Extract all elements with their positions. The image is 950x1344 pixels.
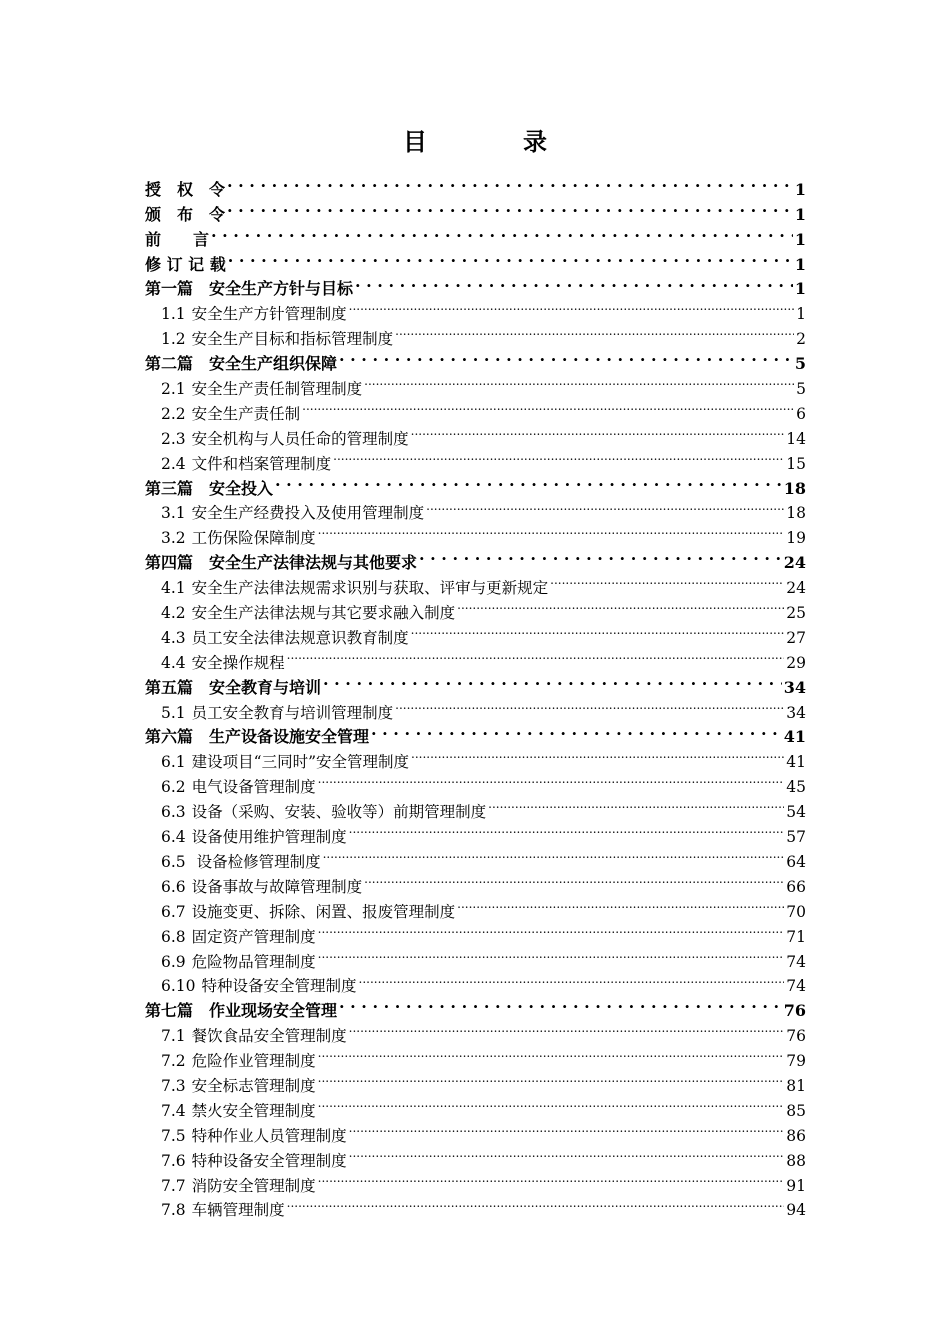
toc-entry-title: [161, 526, 316, 551]
toc-section-number: 7.5: [161, 1126, 186, 1145]
toc-section-number: 6.5: [161, 852, 186, 871]
dot-leader: [228, 245, 793, 270]
toc-section-number: 1.1: [161, 305, 186, 324]
toc-entry-title: 第三篇 安全投入: [145, 478, 274, 498]
dot-leader: [411, 419, 785, 444]
dot-leader: [302, 394, 794, 419]
toc-section-number: 6.7: [161, 902, 186, 921]
toc-entry-title: 第五篇 安全教育与培训: [145, 677, 322, 697]
dot-leader: [318, 1091, 785, 1116]
table-of-contents: [145, 170, 806, 1220]
dot-leader: [395, 693, 784, 718]
dot-leader: [411, 742, 784, 767]
toc-section-number: 7.6: [161, 1151, 186, 1170]
dot-leader: [371, 718, 782, 743]
toc-page-number: 1: [794, 204, 806, 224]
toc-entry-title: [161, 302, 347, 327]
toc-section-label: 安全生产方针管理制度: [191, 305, 347, 324]
toc-section-label: 设备（采购、安装、验收等）前期管理制度: [191, 803, 487, 822]
dot-leader: [318, 1066, 785, 1091]
toc-section-label: 设施变更、拆除、闲置、报废管理制度: [191, 902, 456, 921]
toc-page-number: 18: [783, 478, 806, 498]
toc-section-label: 特种设备安全管理制度: [191, 1151, 347, 1170]
toc-section-label: 员工安全教育与培训管理制度: [191, 703, 394, 722]
toc-section-number: 2.1: [161, 380, 186, 399]
dot-leader: [227, 170, 793, 195]
toc-entry-title: 第一篇 安全生产方针与目标: [145, 279, 354, 299]
toc-entry-title: [161, 825, 347, 850]
toc-section-label: 安全生产责任制: [191, 404, 301, 423]
toc-section-label: 特种设备安全管理制度: [201, 977, 357, 996]
toc-chapter-entry[interactable]: [145, 270, 806, 299]
toc-entry-title: [161, 1198, 285, 1223]
toc-section-number: 4.2: [161, 604, 186, 623]
toc-page-number: 85: [786, 1101, 806, 1120]
dot-leader: [318, 1166, 785, 1191]
dot-leader: [419, 543, 782, 568]
toc-page-number: 76: [786, 1027, 806, 1046]
toc-section-number: 3.1: [161, 504, 186, 523]
toc-page-number: 45: [786, 778, 806, 797]
toc-page-number: 29: [786, 653, 806, 672]
dot-leader: [318, 917, 785, 942]
toc-section-label: 工伤保险保障制度: [191, 529, 316, 548]
toc-section-number: 1.2: [161, 330, 186, 349]
toc-section-number: 2.2: [161, 404, 186, 423]
toc-page-number: 24: [786, 579, 806, 598]
dot-leader: [364, 867, 784, 892]
dot-leader: [355, 270, 793, 295]
toc-entry-title: [161, 775, 316, 800]
toc-section-label: 危险物品管理制度: [191, 952, 316, 971]
toc-section-number: 6.8: [161, 927, 186, 946]
toc-section-number: 6.4: [161, 828, 186, 847]
toc-entry-title: [161, 925, 316, 950]
toc-page-number: 57: [786, 828, 806, 847]
toc-page-number: 54: [786, 803, 806, 822]
dot-leader: [550, 568, 784, 593]
toc-page-number: 18: [786, 504, 806, 523]
toc-page-number: 24: [783, 553, 806, 573]
toc-section-number: 4.1: [161, 579, 186, 598]
toc-section-label: 安全生产法律法规需求识别与获取、评审与更新规定: [191, 579, 549, 598]
toc-entry-title: 授 权 令: [145, 179, 226, 199]
dot-leader: [457, 892, 784, 917]
toc-section-number: 5.1: [161, 703, 186, 722]
toc-entry-title: 第四篇 安全生产法律法规与其他要求: [145, 553, 418, 573]
toc-page-number: 1: [796, 305, 806, 324]
toc-page-number: 1: [794, 179, 806, 199]
toc-entry-title: [161, 950, 316, 975]
toc-section-number: 4.4: [161, 653, 186, 672]
toc-section-number: 6.2: [161, 778, 186, 797]
toc-page-number: 14: [786, 429, 806, 448]
toc-page-number: 88: [786, 1151, 806, 1170]
toc-entry-title: [161, 974, 357, 999]
dot-leader: [211, 220, 793, 245]
dot-leader: [318, 518, 785, 543]
toc-entry-title: [161, 1074, 316, 1099]
toc-page-number: 6: [796, 404, 806, 423]
toc-section-number: 7.2: [161, 1052, 186, 1071]
toc-section-label: 消防安全管理制度: [191, 1176, 316, 1195]
toc-page-number: 41: [786, 753, 806, 772]
toc-section-label: 文件和档案管理制度: [191, 454, 332, 473]
toc-section-label: 禁火安全管理制度: [191, 1101, 316, 1120]
toc-section-label: 安全生产法律法规与其它要求融入制度: [191, 604, 456, 623]
toc-page-number: 2: [796, 330, 806, 349]
dot-leader: [359, 967, 785, 992]
toc-section-label: 危险作业管理制度: [191, 1052, 316, 1071]
toc-page-number: 79: [786, 1052, 806, 1071]
toc-section-number: 2.4: [161, 454, 186, 473]
toc-section-label: 安全生产经费投入及使用管理制度: [191, 504, 425, 523]
toc-entry-title: [161, 651, 285, 676]
toc-entry-title: [161, 1049, 316, 1074]
dot-leader: [339, 344, 793, 369]
toc-page-number: 15: [786, 454, 806, 473]
toc-page-number: 81: [786, 1076, 806, 1095]
dot-leader: [323, 842, 785, 867]
dot-leader: [349, 1016, 785, 1041]
toc-page-number: 1: [794, 229, 806, 249]
toc-chapter-entry[interactable]: [145, 245, 806, 274]
dot-leader: [318, 767, 785, 792]
toc-page-number: 34: [786, 703, 806, 722]
toc-chapter-entry[interactable]: [145, 195, 806, 224]
toc-section-number: 7.8: [161, 1201, 186, 1220]
dot-leader: [457, 593, 784, 618]
toc-page-number: 5: [794, 354, 806, 374]
dot-leader: [287, 643, 785, 668]
dot-leader: [395, 319, 794, 344]
dot-leader: [426, 494, 784, 519]
dot-leader: [339, 991, 782, 1016]
toc-entry-title: 颁 布 令: [145, 204, 226, 224]
toc-entry-title: [161, 875, 362, 900]
toc-entry-title: [161, 402, 300, 427]
toc-section-number: 6.3: [161, 803, 186, 822]
toc-section-label: 设备检修管理制度: [191, 852, 321, 871]
toc-section-label: 安全标志管理制度: [191, 1076, 316, 1095]
dot-leader: [349, 294, 794, 319]
toc-page-number: 25: [786, 604, 806, 623]
toc-page-number: 1: [794, 254, 806, 274]
toc-section-label: 安全生产目标和指标管理制度: [191, 330, 394, 349]
toc-entry-title: 第六篇 生产设备设施安全管理: [145, 727, 370, 747]
toc-page-number: 27: [786, 628, 806, 647]
toc-page-number: 34: [783, 677, 806, 697]
toc-section-label: 车辆管理制度: [191, 1201, 285, 1220]
dot-leader: [349, 1141, 785, 1166]
toc-section-label: 安全生产责任制管理制度: [191, 380, 363, 399]
toc-page-number: 71: [786, 927, 806, 946]
toc-page-number: 94: [786, 1201, 806, 1220]
toc-entry-title: 第二篇 安全生产组织保障: [145, 354, 338, 374]
toc-section-label: 员工安全法律法规意识教育制度: [191, 628, 409, 647]
page-title: 目 录: [403, 127, 583, 156]
toc-entry-title: 第七篇 作业现场安全管理: [145, 1001, 338, 1021]
toc-section-label: 固定资产管理制度: [191, 927, 316, 946]
toc-chapter-entry[interactable]: [145, 170, 806, 199]
toc-section-label: 餐饮食品安全管理制度: [191, 1027, 347, 1046]
toc-entry-title: [161, 1124, 347, 1149]
toc-page-number: 74: [786, 977, 806, 996]
toc-section-number: 7.1: [161, 1027, 186, 1046]
dot-leader: [364, 369, 794, 394]
toc-section-label: 设备使用维护管理制度: [191, 828, 347, 847]
dot-leader: [318, 1041, 785, 1066]
toc-section-label: 建设项目“三同时”安全管理制度: [191, 753, 410, 772]
toc-entry-title: [161, 1099, 316, 1124]
toc-page-number: 5: [796, 380, 806, 399]
toc-page-number: 64: [786, 852, 806, 871]
toc-section-number: 4.3: [161, 628, 186, 647]
toc-section-number: 6.10: [161, 977, 196, 996]
toc-page-number: 41: [783, 727, 806, 747]
toc-section-number: 6.6: [161, 877, 186, 896]
dot-leader: [275, 469, 782, 494]
dot-leader: [227, 195, 793, 220]
toc-section-label: 电气设备管理制度: [191, 778, 316, 797]
toc-entry-title: [161, 850, 321, 875]
dot-leader: [488, 792, 784, 817]
toc-section-label: 安全机构与人员任命的管理制度: [191, 429, 409, 448]
toc-chapter-entry[interactable]: [145, 220, 806, 249]
toc-entry-title: 修 订 记 载: [145, 254, 226, 274]
toc-page-number: 1: [794, 279, 806, 299]
toc-page-number: 66: [786, 877, 806, 896]
dot-leader: [333, 444, 784, 469]
dot-leader: [349, 1116, 785, 1141]
dot-leader: [411, 618, 785, 643]
toc-section-number: 2.3: [161, 429, 186, 448]
toc-entry-title: [161, 701, 393, 726]
dot-leader: [318, 942, 785, 967]
toc-section-number: 7.3: [161, 1076, 186, 1095]
dot-leader: [349, 817, 785, 842]
toc-section-label: 安全操作规程: [191, 653, 285, 672]
toc-entry-title: 前 言: [145, 229, 210, 249]
toc-page-number: 86: [786, 1126, 806, 1145]
dot-leader: [287, 1191, 785, 1216]
toc-page-number: 70: [786, 902, 806, 921]
toc-section-number: 3.2: [161, 529, 186, 548]
dot-leader: [323, 668, 782, 693]
toc-section-label: 特种作业人员管理制度: [191, 1126, 347, 1145]
toc-section-label: 设备事故与故障管理制度: [191, 877, 363, 896]
toc-page-number: 91: [786, 1176, 806, 1195]
toc-section-number: 6.9: [161, 952, 186, 971]
toc-section-number: 6.1: [161, 753, 186, 772]
toc-section-number: 7.4: [161, 1101, 186, 1120]
toc-page-number: 76: [783, 1001, 806, 1021]
toc-page-number: 19: [786, 529, 806, 548]
toc-page-number: 74: [786, 952, 806, 971]
toc-section-number: 7.7: [161, 1176, 186, 1195]
